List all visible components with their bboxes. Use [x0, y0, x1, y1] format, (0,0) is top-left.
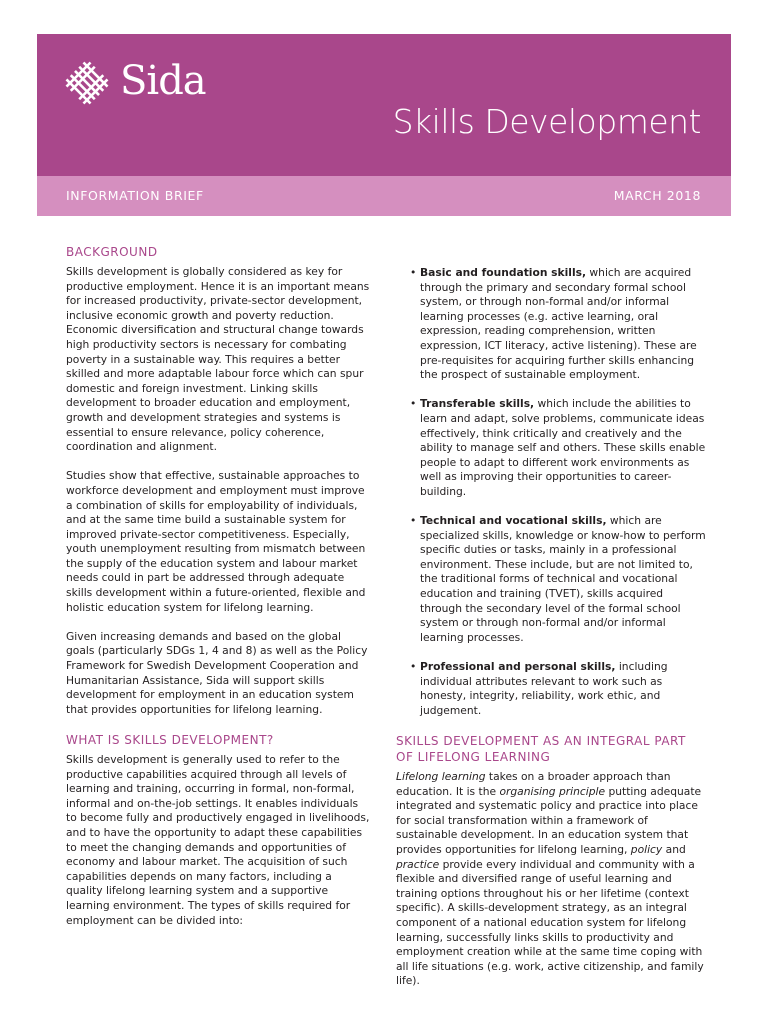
background-paragraph: Given increasing demands and based on the global goals (particularly SDGs 1, 4 and 8) as well as the Policy Framework for Swedish Development Cooperation and Humanitarian Assistance, Sida will support skills development for employment in an education system that provides opportunities for lifelong learning. — [66, 629, 368, 716]
header-band — [37, 34, 731, 176]
sida-logo — [60, 56, 220, 108]
skill-type-text: including individual attributes relevant to work such as honesty, integrity, reliability, work ethic, and judgement. — [420, 660, 668, 717]
what-is-paragraph: Skills development is generally used to refer to the productive capabilities acquired through all levels of learning and training, occurring in formal, non-formal, informal and on-the-job settings. It enables individuals to become fully and productively engaged in livelihoods, and to have the opportunity to adapt these capabilities to meet the changing demands and opportunities of economy and labour market. The acquisition of such capabilities depends on many factors, including a quality lifelong learning system and a supportive learning environment. The types of skills required for employment can be divided into: — [66, 753, 370, 927]
skill-type-text: which include the abilities to learn and adapt, solve problems, communicate ideas effectively, think critically and creatively and the ability to manage self and others. These skills enable people to adapt to different work environments as well as improving their opportunities to career-building. — [420, 397, 706, 498]
bullet-marker: • — [410, 266, 417, 279]
skill-type-title: Professional and personal skills, — [420, 660, 616, 674]
lifelong-text: takes on a broader approach than education. It is the — [396, 770, 671, 798]
skill-type-title: Technical and vocational skills, — [420, 514, 607, 528]
lifelong-text: putting adequate integrated and systematic policy and practice into place for social transformation within a framework of sustainable development. In an education system that provides opportunities for lifelong learning, — [396, 784, 702, 856]
section-heading-what-is: WHAT IS SKILLS DEVELOPMENT? — [66, 733, 274, 747]
background-paragraph: Skills development is globally considered as key for productive employment. Hence it is an important means for increased productivity, private-sector development, inclusive economic growth and poverty reduction. Economic diversification and structural change towards high productivity sectors is necessary for combating poverty in a sustainable way. This requires a better skilled and more adaptable labour force which can spur domestic and foreign investment. Linking skills development to broader education and employment, growth and development strategies and systems is essential to ensure relevance, policy coherence, coordination and alignment. — [66, 265, 370, 454]
lifelong-term: practice — [396, 857, 440, 871]
bullet-marker: • — [410, 660, 417, 674]
background-paragraph: Studies show that effective, sustainable approaches to workforce development and employment must improve a combination of skills for employability of individuals, and at the same time build a sustainable system for improved private-sector competitiveness. Especially, youth unemployment resulting from mismatch between the supply of the education system and labour market needs could in part be addressed through adequate skills development within a future-oriented, flexible and holistic education system for lifelong learning. — [66, 469, 366, 614]
bullet-marker: • — [410, 514, 417, 528]
section-heading-background: BACKGROUND — [66, 245, 158, 259]
skill-type-item — [396, 660, 706, 718]
brief-label: INFORMATION BRIEF — [66, 188, 204, 203]
sub-header-band — [37, 176, 731, 216]
skill-type-title: Basic and foundation skills, — [420, 266, 587, 279]
lifelong-term: Lifelong learning — [396, 770, 486, 783]
skill-type-item — [396, 266, 706, 383]
lifelong-text: and — [662, 842, 686, 856]
logo-wordmark: Sida — [120, 58, 206, 104]
lifelong-text: provide every individual and community with a flexible and diversified range of useful learning and training options throughout his or her lifetime (context specific). A skills-development strategy, as an integral component of a national education system for lifelong learning, successfully links skills to productivity and employment creation while at the same time coping with all life situations (e.g. work, active citizenship, and family life). — [396, 857, 704, 988]
skill-type-title: Transferable skills, — [420, 397, 535, 411]
right-column — [396, 266, 706, 1004]
section-heading-lifelong: SKILLS DEVELOPMENT AS AN INTEGRAL PART OF LIFELONG LEARNING — [396, 734, 686, 764]
document-title: Skills Development — [392, 102, 701, 141]
bullet-marker: • — [410, 397, 417, 411]
skill-type-item — [396, 514, 706, 645]
lifelong-paragraph — [396, 770, 706, 989]
skill-type-text: which are acquired through the primary and secondary formal school system, or through non-formal and/or informal learning processes (e.g. active learning, oral expression, reading comprehension, written expression, ICT literacy, active listening). These are pre-requisites for acquiring further skills enhancing the prospect of sustainable employment. — [420, 266, 697, 382]
lifelong-term: policy — [630, 842, 663, 856]
publication-date: MARCH 2018 — [613, 188, 701, 203]
skill-type-item — [396, 397, 706, 499]
lifelong-term: organising principle — [499, 784, 606, 798]
left-column — [66, 244, 370, 943]
skill-type-text: which are specialized skills, knowledge or know-how to perform specific duties or tasks, mainly in a professional environment. These include, but are not limited to, the traditional forms of technical and vocational education and training (TVET), skills acquired through the secondary level of the formal school system or through non-formal and/or informal learning processes. — [420, 514, 706, 644]
sida-logo-icon — [60, 56, 114, 110]
